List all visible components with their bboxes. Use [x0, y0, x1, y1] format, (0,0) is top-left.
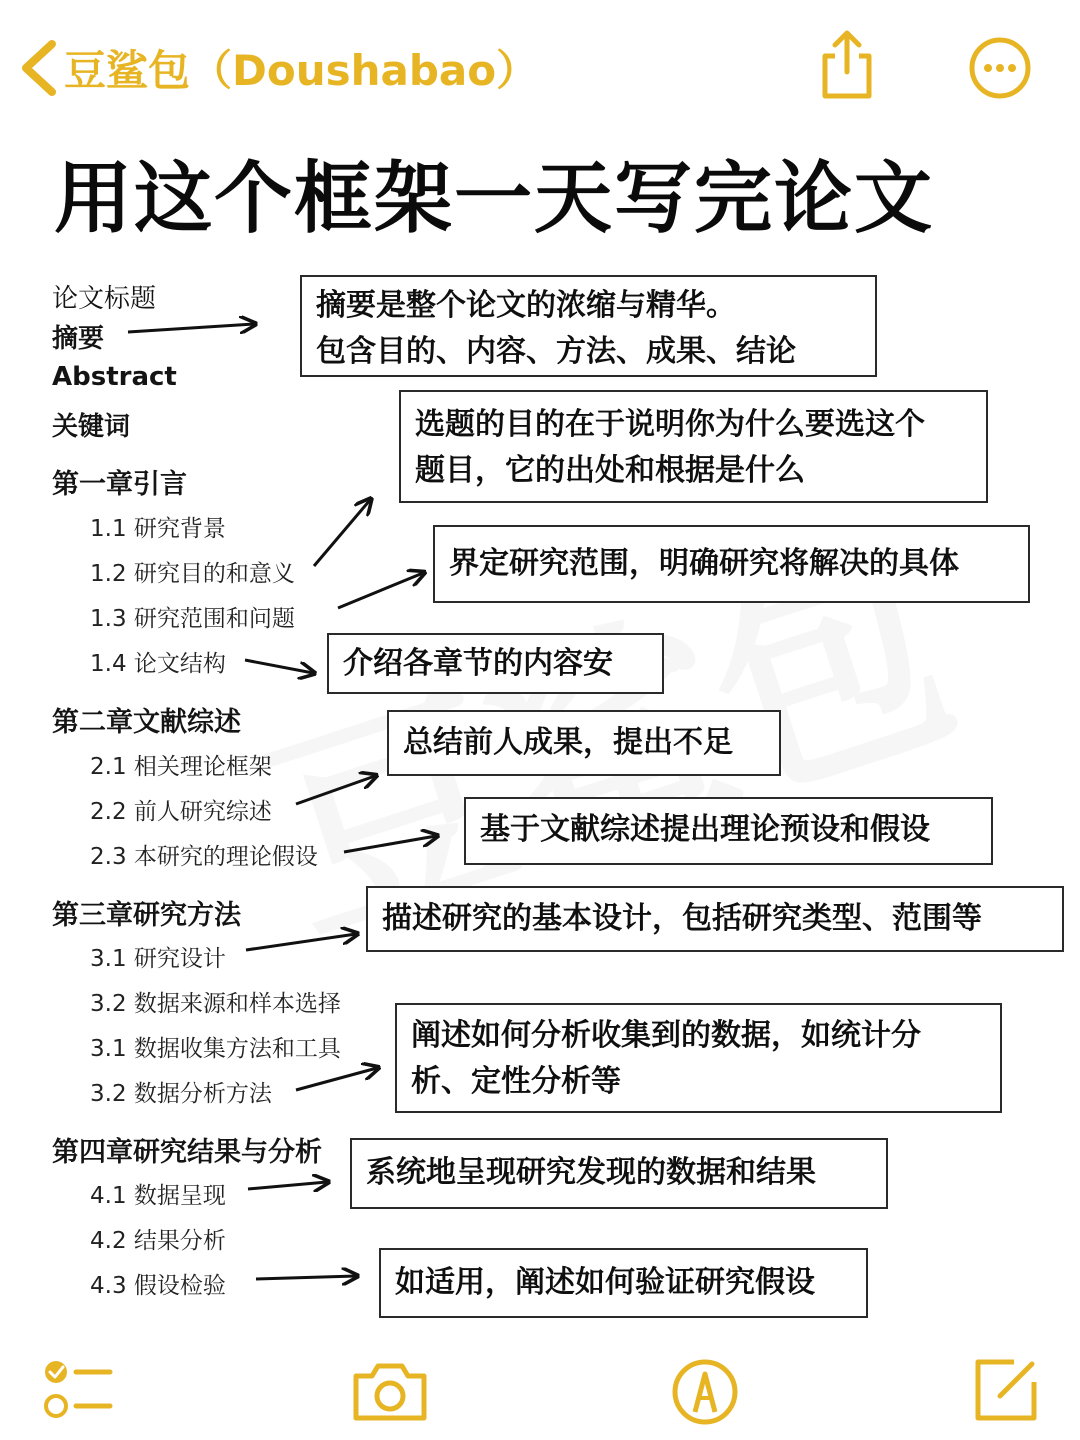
- camera-icon[interactable]: [350, 1352, 430, 1432]
- note-analysis: [395, 1003, 1002, 1113]
- note-analysis-line1: 阐述如何分析收集到的数据，如统计分: [411, 1018, 921, 1053]
- outline-section-3-2: 3.2 数据来源和样本选择: [90, 991, 341, 1017]
- compose-icon[interactable]: [966, 1350, 1046, 1430]
- pen-markup-icon[interactable]: [665, 1352, 745, 1432]
- note-abstract-line2: 包含目的、内容、方法、成果、结论: [316, 334, 796, 369]
- checklist-icon[interactable]: [40, 1350, 120, 1430]
- back-label[interactable]: 豆鲨包（Doushabao）: [64, 46, 539, 95]
- note-review: 总结前人成果，提出不足: [387, 710, 781, 776]
- note-abstract: [300, 275, 877, 377]
- arrow-abstract: [128, 324, 254, 332]
- outline-chapter-4: 第四章研究结果与分析: [52, 1137, 322, 1168]
- outline-section-2-2: 2.2 前人研究综述: [90, 799, 272, 825]
- outline-paper-title: 论文标题: [52, 284, 157, 314]
- share-icon[interactable]: [815, 26, 879, 102]
- navigation-bar: [0, 0, 1080, 130]
- note-analysis-line2: 析、定性分析等: [411, 1064, 621, 1099]
- arrow-review: [296, 776, 375, 804]
- outline-section-1-2: 1.2 研究目的和意义: [90, 561, 295, 587]
- arrow-structure: [245, 660, 313, 673]
- note-present: 系统地呈现研究发现的数据和结果: [350, 1138, 888, 1209]
- note-design: 描述研究的基本设计，包括研究类型、范围等: [366, 886, 1064, 952]
- note-abstract-line1: 摘要是整个论文的浓缩与精华。: [316, 288, 736, 323]
- arrow-analysis: [296, 1068, 377, 1090]
- page-title: 用这个框架一天写完论文: [54, 154, 935, 244]
- outline-chapter-2: 第二章文献综述: [52, 707, 241, 738]
- outline-section-1-1: 1.1 研究背景: [90, 516, 226, 542]
- outline-chapter-1: 第一章引言: [52, 469, 187, 500]
- outline-section-2-1: 2.1 相关理论框架: [90, 754, 272, 780]
- note-purpose-line1: 选题的目的在于说明你为什么要选这个: [415, 407, 925, 442]
- outline-section-3-4: 3.2 数据分析方法: [90, 1081, 272, 1107]
- arrow-design: [246, 934, 356, 950]
- outline-abstract-en: Abstract: [52, 362, 177, 392]
- arrow-verify: [256, 1276, 356, 1279]
- note-verify: 如适用，阐述如何验证研究假设: [379, 1248, 868, 1318]
- note-scope: 界定研究范围，明确研究将解决的具体: [433, 525, 1030, 603]
- outline-section-1-4: 1.4 论文结构: [90, 651, 226, 677]
- outline-section-4-3: 4.3 假设检验: [90, 1273, 226, 1299]
- note-purpose: [399, 390, 988, 503]
- outline-section-4-2: 4.2 结果分析: [90, 1228, 226, 1254]
- arrow-hypothesis: [344, 836, 436, 852]
- outline-section-2-3: 2.3 本研究的理论假设: [90, 844, 318, 870]
- outline-abstract-cn: 摘要: [52, 324, 105, 354]
- bottom-toolbar: [0, 1340, 1080, 1440]
- arrow-present: [248, 1182, 327, 1189]
- note-structure: 介绍各章节的内容安: [327, 633, 664, 694]
- outline-keywords: 关键词: [52, 412, 131, 442]
- note-hypothesis: 基于文献综述提出理论预设和假设: [464, 797, 993, 865]
- outline-section-4-1: 4.1 数据呈现: [90, 1183, 226, 1209]
- note-purpose-line2: 题目，它的出处和根据是什么: [415, 453, 805, 488]
- outline-section-3-1: 3.1 研究设计: [90, 946, 226, 972]
- more-icon[interactable]: [968, 36, 1032, 100]
- arrow-scope: [338, 573, 423, 608]
- arrow-purpose: [314, 500, 370, 566]
- outline-section-3-3: 3.1 数据收集方法和工具: [90, 1036, 341, 1062]
- outline-chapter-3: 第三章研究方法: [52, 900, 241, 931]
- outline-section-1-3: 1.3 研究范围和问题: [90, 606, 295, 632]
